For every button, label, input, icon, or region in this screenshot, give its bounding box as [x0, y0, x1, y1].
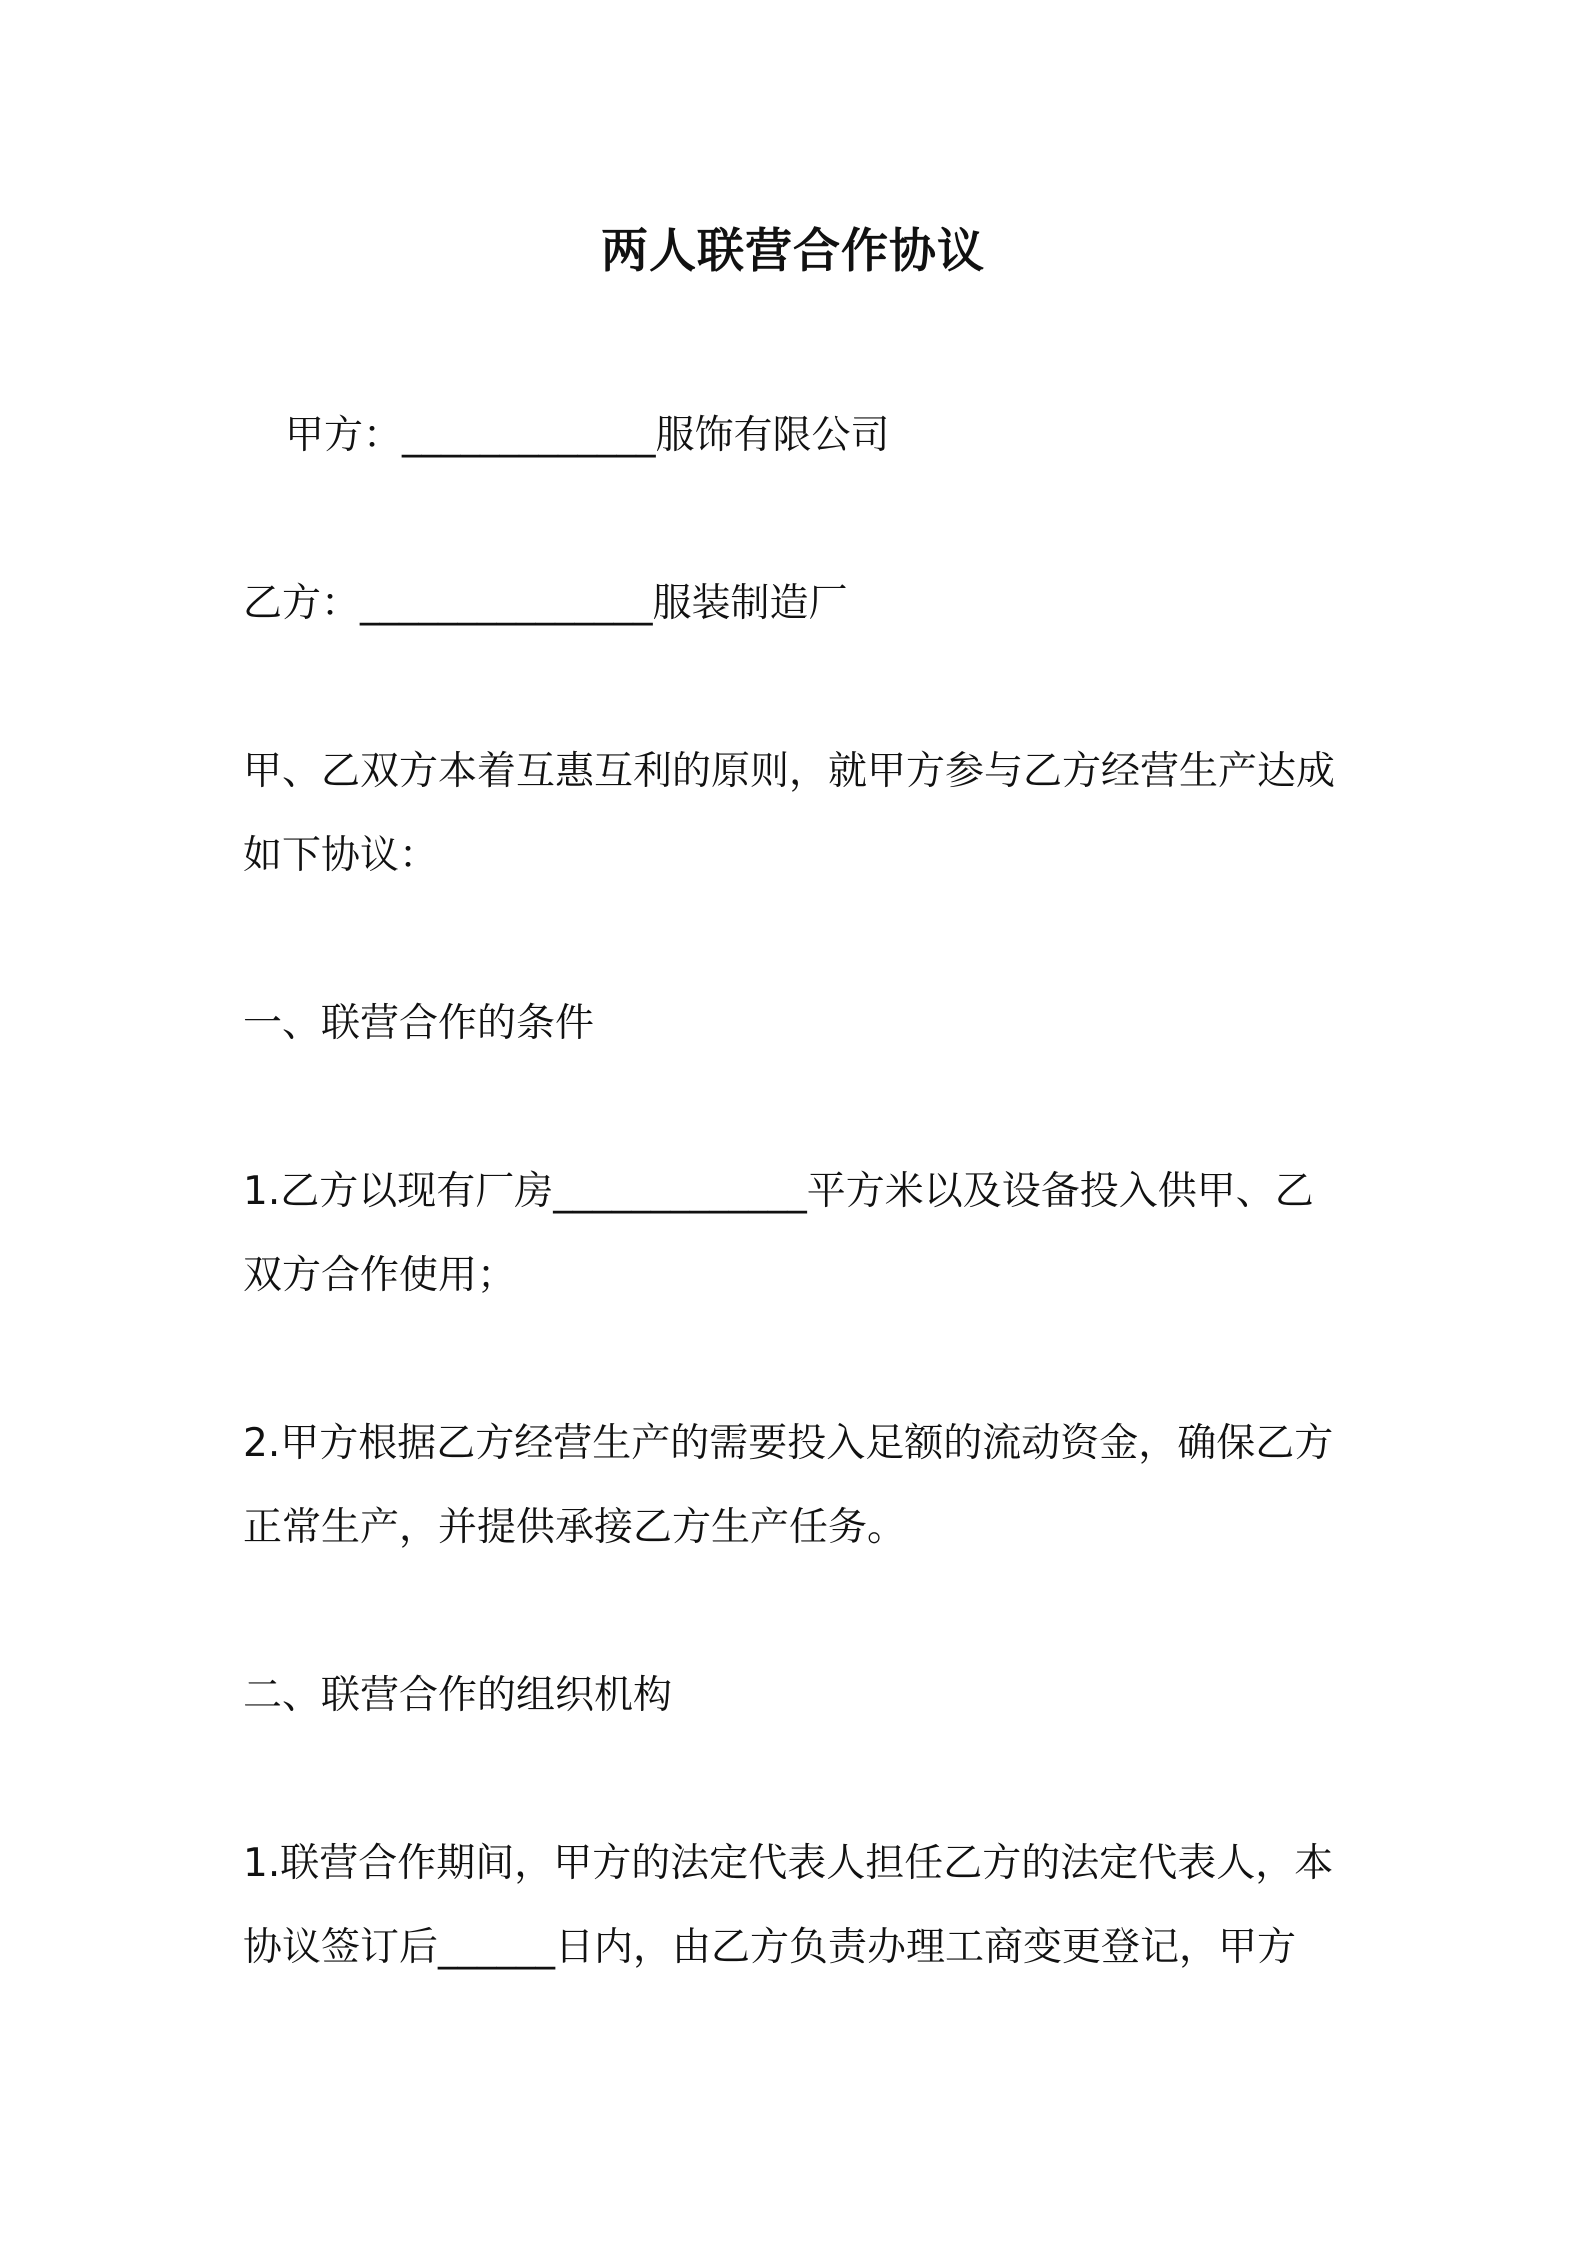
section-1-clause-2	[243, 1402, 1363, 1570]
intro-paragraph	[243, 730, 1363, 898]
section-1-clause-1	[243, 1150, 1363, 1318]
party-b-line	[243, 562, 1363, 646]
section-1-clause-1-line-2: 双方合作使用；	[243, 1253, 517, 1298]
party-a-line	[285, 394, 1405, 478]
section-2-clause-1	[243, 1822, 1363, 1990]
party-b-text: 乙方：_______________服装制造厂	[243, 581, 848, 626]
intro-line-1: 甲、乙双方本着互惠互利的原则，就甲方参与乙方经营生产达成	[243, 749, 1336, 794]
section-1-clause-1-line-1: 1.乙方以现有厂房_____________平方米以及设备投入供甲、乙	[243, 1169, 1314, 1214]
section-2-clause-1-line-2: 协议签订后______日内，由乙方负责办理工商变更登记，甲方	[243, 1925, 1297, 1970]
section-1-heading-text: 一、联营合作的条件	[243, 1001, 595, 1046]
section-2-clause-1-line-1: 1.联营合作期间，甲方的法定代表人担任乙方的法定代表人，本	[243, 1841, 1334, 1886]
intro-line-2: 如下协议：	[243, 833, 439, 878]
section-2-heading	[243, 1654, 1363, 1738]
party-a-text: 甲方：_____________服饰有限公司	[285, 413, 890, 458]
document-title: 两人联营合作协议	[601, 224, 985, 279]
section-1-heading	[243, 982, 1363, 1066]
section-1-clause-2-line-2: 正常生产，并提供承接乙方生产任务。	[243, 1505, 907, 1550]
section-2-heading-text: 二、联营合作的组织机构	[243, 1673, 673, 1718]
section-1-clause-2-line-1: 2.甲方根据乙方经营生产的需要投入足额的流动资金，确保乙方	[243, 1421, 1334, 1466]
